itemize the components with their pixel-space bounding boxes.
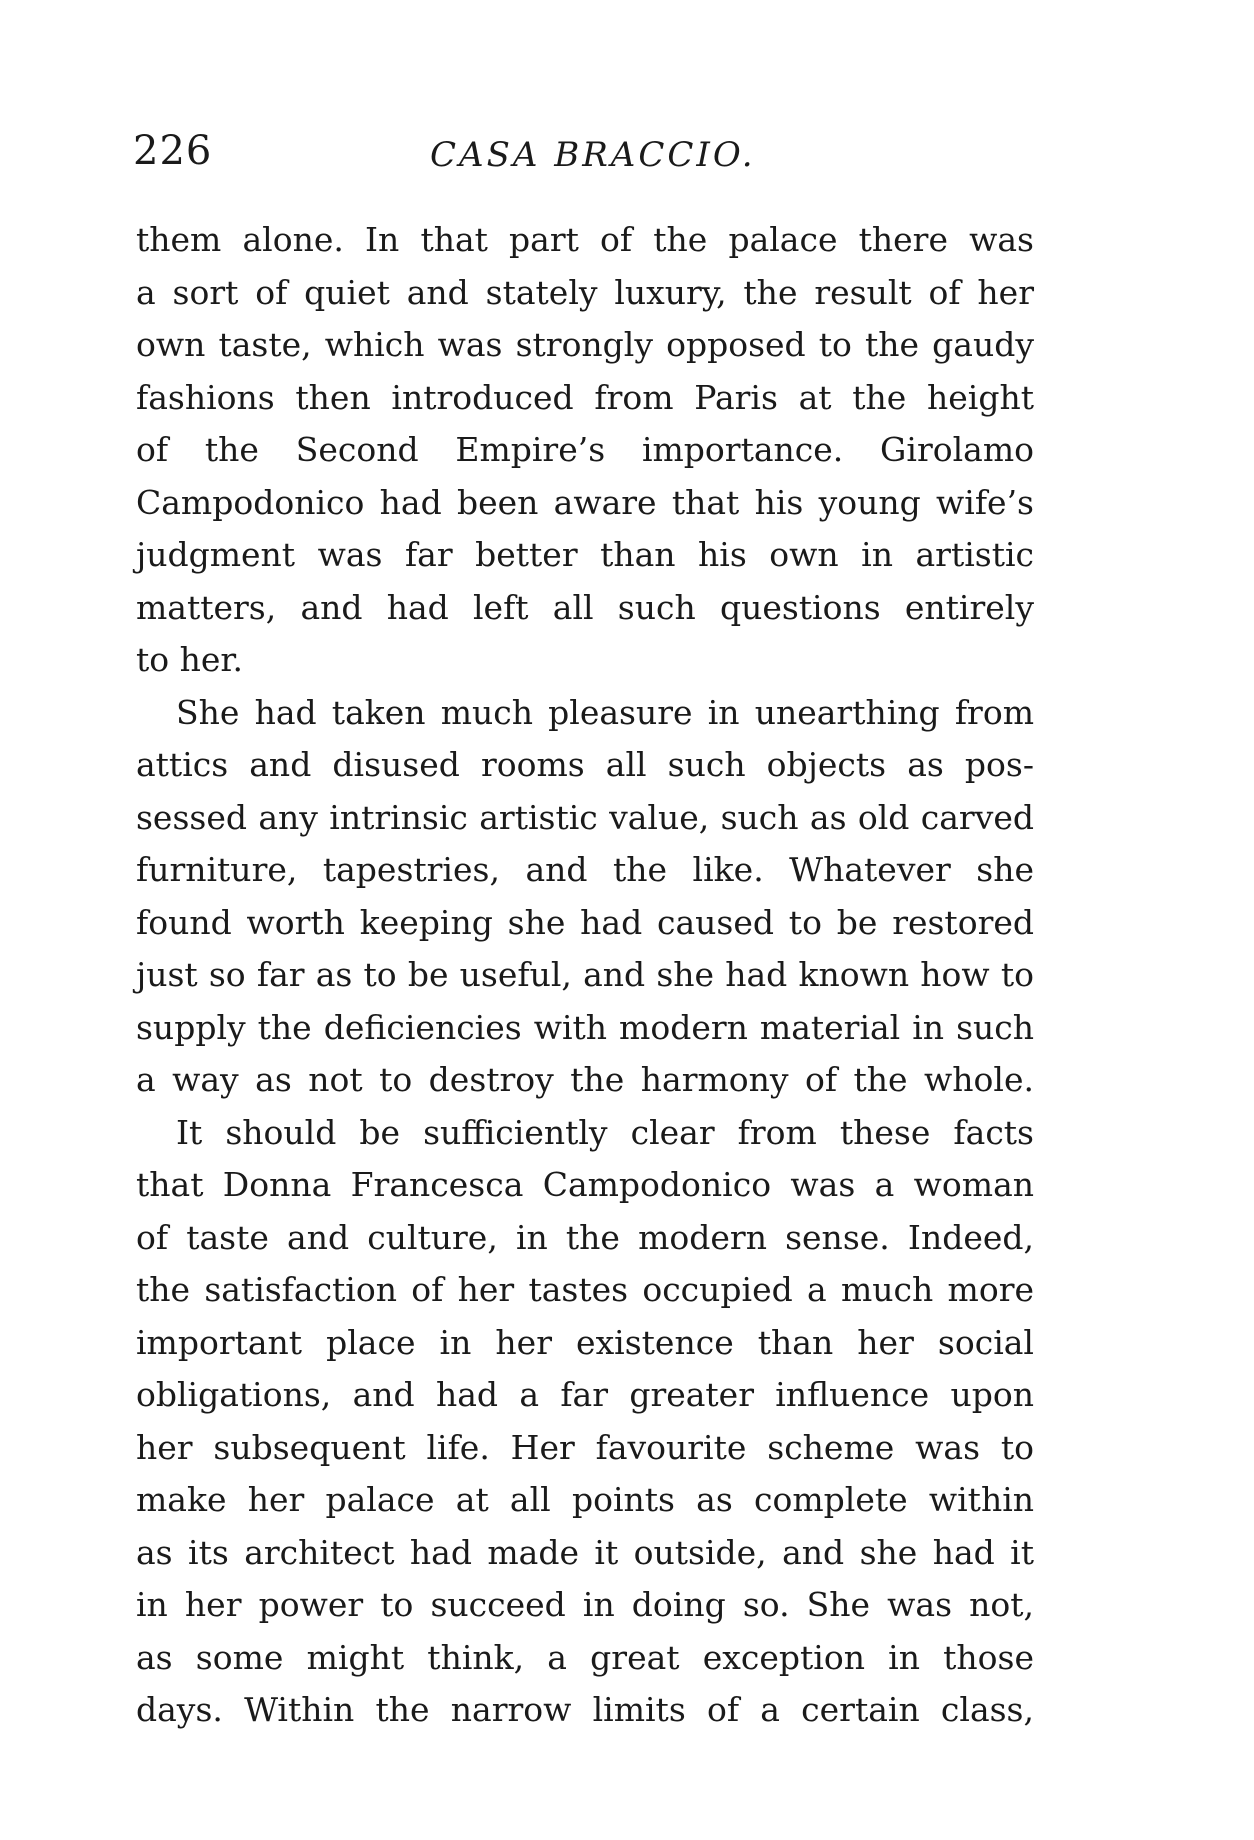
page-header — [133, 128, 1033, 188]
text-line: that Donna Francesca Campodonico was a woman — [136, 1165, 1034, 1204]
text-line: them alone. In that part of the palace there was — [136, 220, 1034, 259]
text-line: fashions then introduced from Paris at the height — [136, 377, 1034, 417]
text-line: It should be sufficiently clear from these facts — [176, 1112, 1034, 1152]
text-line: make her palace at all points as complete within — [136, 1480, 1034, 1519]
body-text — [136, 214, 1034, 1737]
running-head: CASA BRACCIO. — [430, 135, 756, 175]
text-line: matters, and had left all such questions entirely — [136, 587, 1034, 627]
text-line: found worth keeping she had caused to be restored — [136, 902, 1034, 942]
text-line: sessed any intrinsic artistic value, such as old carved — [136, 797, 1034, 837]
text-line: as its architect had made it outside, and she had it — [136, 1532, 1034, 1572]
text-line: a sort of quiet and stately luxury, the result of her — [136, 272, 1034, 312]
text-line: days. Within the narrow limits of a certain class, — [136, 1690, 1034, 1729]
text-line: a way as not to destroy the harmony of the whole. — [136, 1060, 1034, 1099]
text-line: judgment was far better than his own in artistic — [136, 535, 1034, 574]
text-line: obligations, and had a far greater influence upon — [136, 1375, 1034, 1414]
text-line: important place in her existence than her social — [136, 1322, 1034, 1362]
text-line: Campodonico had been aware that his young wife’s — [136, 482, 1034, 522]
text-line: her subsequent life. Her favourite scheme was to — [136, 1427, 1034, 1467]
text-line: to her. — [136, 640, 244, 679]
text-line: of taste and culture, in the modern sense. Indeed, — [136, 1217, 1034, 1257]
text-line: attics and disused rooms all such objects as pos- — [136, 745, 1034, 784]
text-line: furniture, tapestries, and the like. Whatever she — [136, 850, 1034, 889]
text-line: supply the deficiencies with modern material in such — [136, 1007, 1034, 1047]
text-line: She had taken much pleasure in unearthing from — [176, 692, 1034, 732]
text-line: own taste, which was strongly opposed to the gaudy — [136, 325, 1034, 364]
text-line: just so far as to be useful, and she had known how to — [136, 955, 1034, 994]
page-number: 226 — [133, 128, 213, 174]
text-line: in her power to succeed in doing so. She was not, — [136, 1585, 1034, 1624]
text-line: the satisfaction of her tastes occupied a much more — [136, 1270, 1034, 1309]
text-line: as some might think, a great exception in those — [136, 1637, 1034, 1677]
text-line: of the Second Empire’s importance. Girolamo — [136, 430, 1034, 469]
